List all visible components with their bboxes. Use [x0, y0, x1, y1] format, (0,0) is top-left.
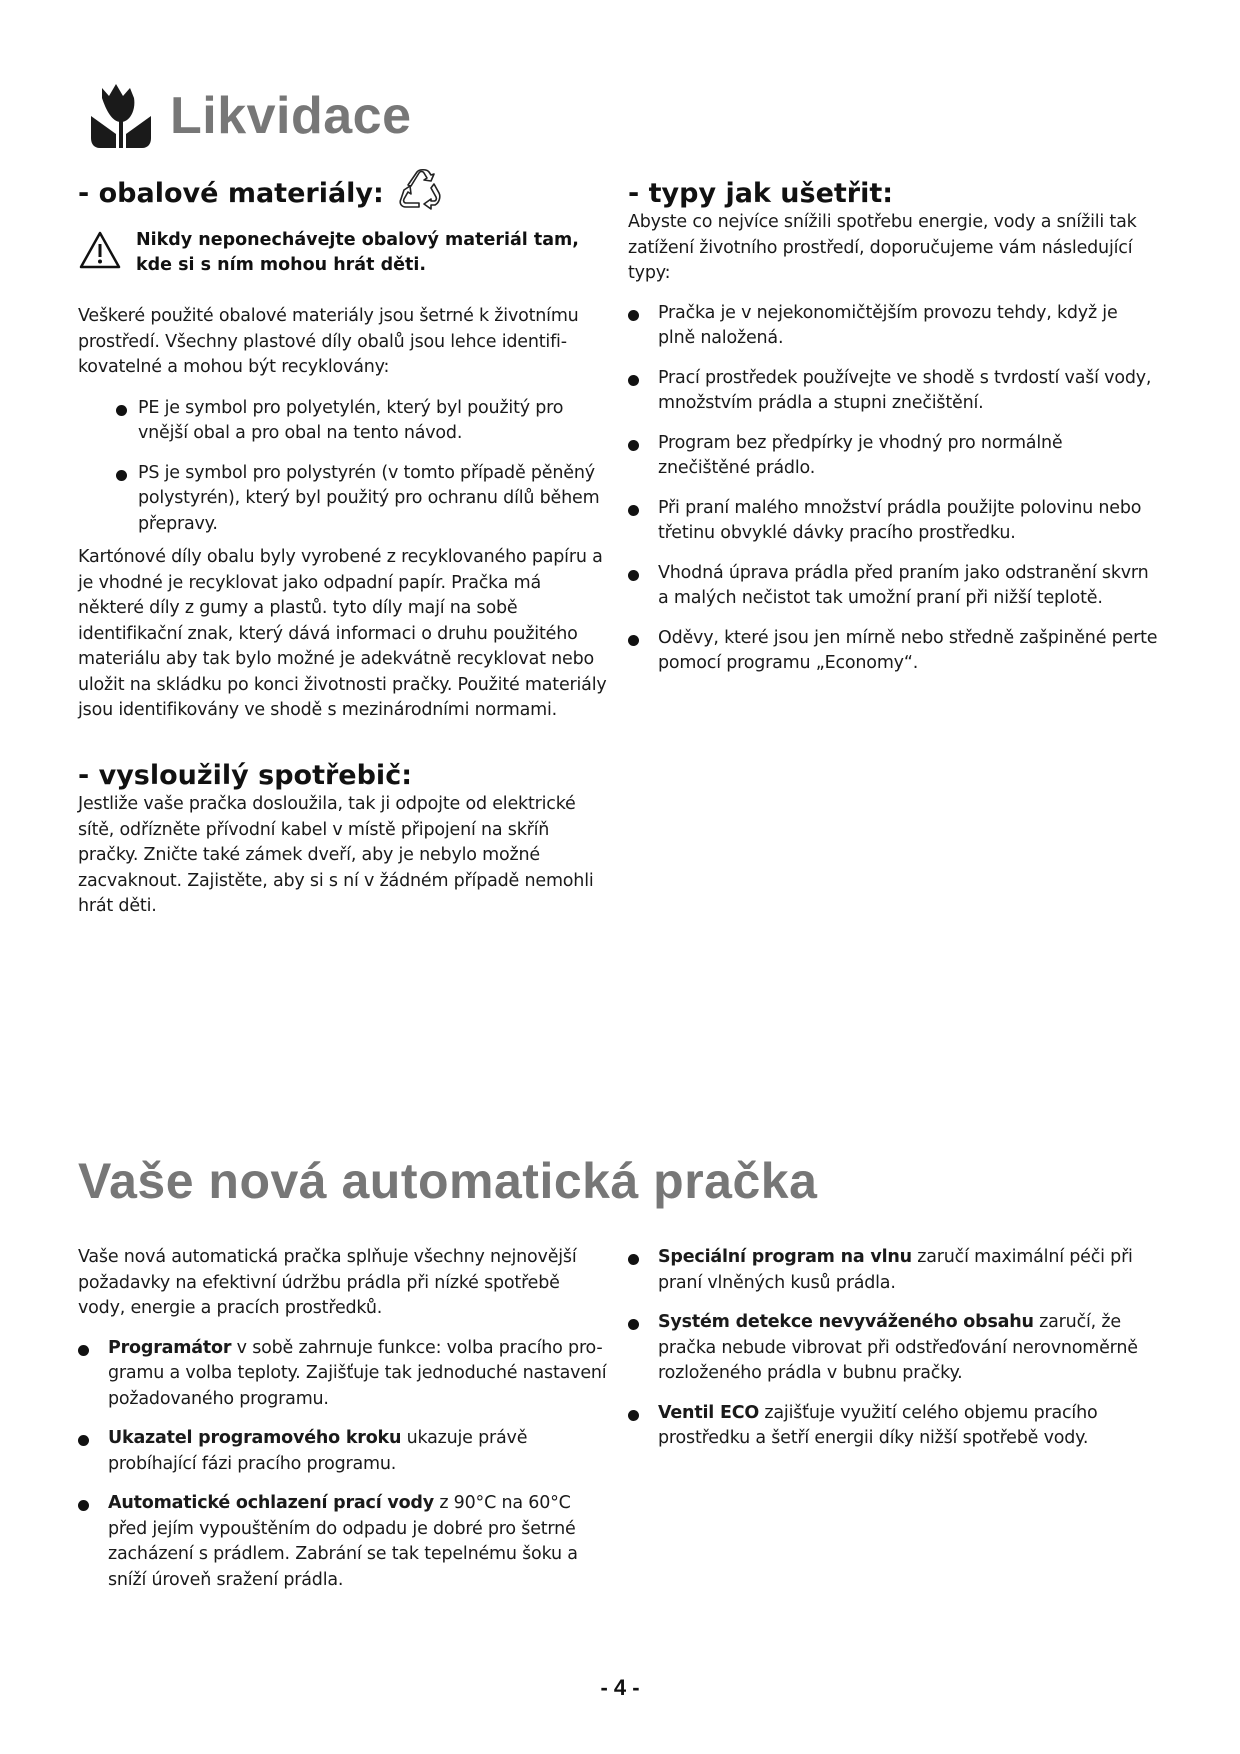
- feature-name: Systém detekce nevyváženého obsahu: [658, 1312, 1034, 1332]
- recycle-icon: [398, 168, 446, 214]
- feature-name: Ukazatel programového kroku: [108, 1428, 402, 1448]
- packaging-intro: Veškeré použité obalové materiály jsou šetrné k životnímu prostředí. Všechny plastové díly obalů jsou lehce identifi-kovatelné a mohou být recyklovány:: [78, 306, 579, 377]
- list-item: [628, 1245, 1158, 1296]
- tips-intro: Abyste co nejvíce snížili spotřebu energie, vody a snížili tak zatížení životního prostředí, doporučujeme vám následující typy:: [628, 212, 1137, 283]
- warning-triangle-icon: [78, 230, 122, 270]
- feature-name: Ventil ECO: [658, 1402, 760, 1423]
- packaging-paragraph: Kartónové díly obalu byly vyrobené z recyklovaného papíru a je vhodné je recyklovat jako odpadní papír. Pračka má některé díly z gumy a plastů. tyto díly mají na sobě identifikační znak, který dává informaci o druhu použitého materiálu aby tak bylo možné je adekvátně recyklovat nebo uložit na skládku po konci životnosti pračky. Použité materiály jsou identifikovány ve shodě s mezinárodními normami.: [78, 547, 607, 720]
- new-washer-left: [78, 1245, 608, 1607]
- feature-description: zajišťuje využití celého objemu pracího prostředku a šetří energii díky nižší spotřebě vody.: [658, 1402, 1098, 1448]
- section-header: [90, 82, 690, 152]
- feature-description: z 90°C na 60°C před jejím vypouštěním do odpadu je dobré pro šetrné zacházení s prádlem. Zabrání se tak tepelnému šoku a sníží úroveň sražení prádla.: [108, 1493, 578, 1590]
- feature-name: Programátor: [108, 1337, 232, 1358]
- feature-description: ukazuje právě probíhající fázi pracího programu.: [108, 1428, 528, 1474]
- list-item: Program bez předpírky je vhodný pro normálně znečištěné prádlo.: [628, 431, 1158, 482]
- page-title: Likvidace: [170, 87, 412, 145]
- tips-heading: - typy jak ušetřit:: [628, 178, 894, 209]
- list-item: Pračka je v nejekonomičtějším provozu tehdy, když je plně naložená.: [628, 301, 1158, 352]
- list-item: PE je symbol pro polyetylén, který byl použitý pro vnější obal a pro obal na tento návod.: [116, 396, 608, 447]
- new-washer-right-bullets: [628, 1245, 1158, 1452]
- packaging-bullets: [116, 396, 608, 538]
- feature-description: zaručí maximální péči při praní vlněných kusů prádla.: [658, 1247, 1133, 1293]
- old-appliance-section: [78, 760, 608, 920]
- packaging-section: [78, 178, 608, 724]
- feature-name: Speciální program na vlnu: [658, 1247, 912, 1267]
- list-item: Prací prostředek používejte ve shodě s tvrdostí vaší vody, množstvím prádla a stupni znečištění.: [628, 366, 1158, 417]
- list-item: [628, 1310, 1158, 1387]
- page-number: - 4 -: [600, 1675, 640, 1700]
- list-item: Oděvy, které jsou jen mírně nebo středně zašpiněné perte pomocí programu „Economy“.: [628, 626, 1158, 677]
- packaging-heading: - obalové materiály:: [78, 178, 384, 209]
- feature-description: zaručí, že pračka nebude vibrovat při odstřeďování nerovnoměrně rozloženého prádla v bubnu pračky.: [658, 1312, 1138, 1383]
- list-item: Vhodná úprava prádla před praním jako odstranění skvrn a malých nečistot tak umožní praní při nižší teplotě.: [628, 561, 1158, 612]
- new-washer-title: Vaše nová automatická pračka: [78, 1153, 818, 1209]
- list-item: [628, 1401, 1158, 1452]
- list-item: [78, 1491, 608, 1593]
- new-washer-intro: Vaše nová automatická pračka splňuje všechny nejnovější požadavky na efektivní údržbu prádla při nízké spotřebě vody, energie a pracích prostředků.: [78, 1247, 577, 1318]
- new-washer-right: [628, 1245, 1158, 1466]
- list-item: PS je symbol pro polystyrén (v tomto případě pěněný polystyrén), který byl použitý pro ochranu dílů během přepravy.: [116, 461, 608, 538]
- old-appliance-text: Jestliže vaše pračka dosloužila, tak ji odpojte od elektrické sítě, odřízněte přívodní kabel v místě připojení na skříň pračky. Zničte také zámek dveří, aby je nebylo možné zacvaknout. Zajistěte, aby si s ní v žádném případě nemohli hrát děti.: [78, 794, 594, 916]
- feature-name: Automatické ochlazení prací vody: [108, 1493, 434, 1513]
- list-item: Při praní malého množství prádla použijte polovinu nebo třetinu obvyklé dávky pracího prostředku.: [628, 496, 1158, 547]
- list-item: [78, 1336, 608, 1413]
- new-washer-left-bullets: [78, 1336, 608, 1594]
- old-appliance-heading: - vysloužilý spotřebič:: [78, 760, 412, 791]
- feature-description: v sobě zahrnuje funkce: volba pracího pro-gramu a volba teploty. Zajišťuje tak jednoduché nastavení požadovaného programu.: [108, 1337, 607, 1409]
- list-item: [78, 1426, 608, 1477]
- tips-bullets: [628, 301, 1158, 677]
- tips-section: [628, 178, 1158, 691]
- warning-text: Nikdy neponechávejte obalový materiál tam, kde si s ním mohou hrát děti.: [136, 230, 579, 275]
- tulip-icon: [90, 82, 152, 150]
